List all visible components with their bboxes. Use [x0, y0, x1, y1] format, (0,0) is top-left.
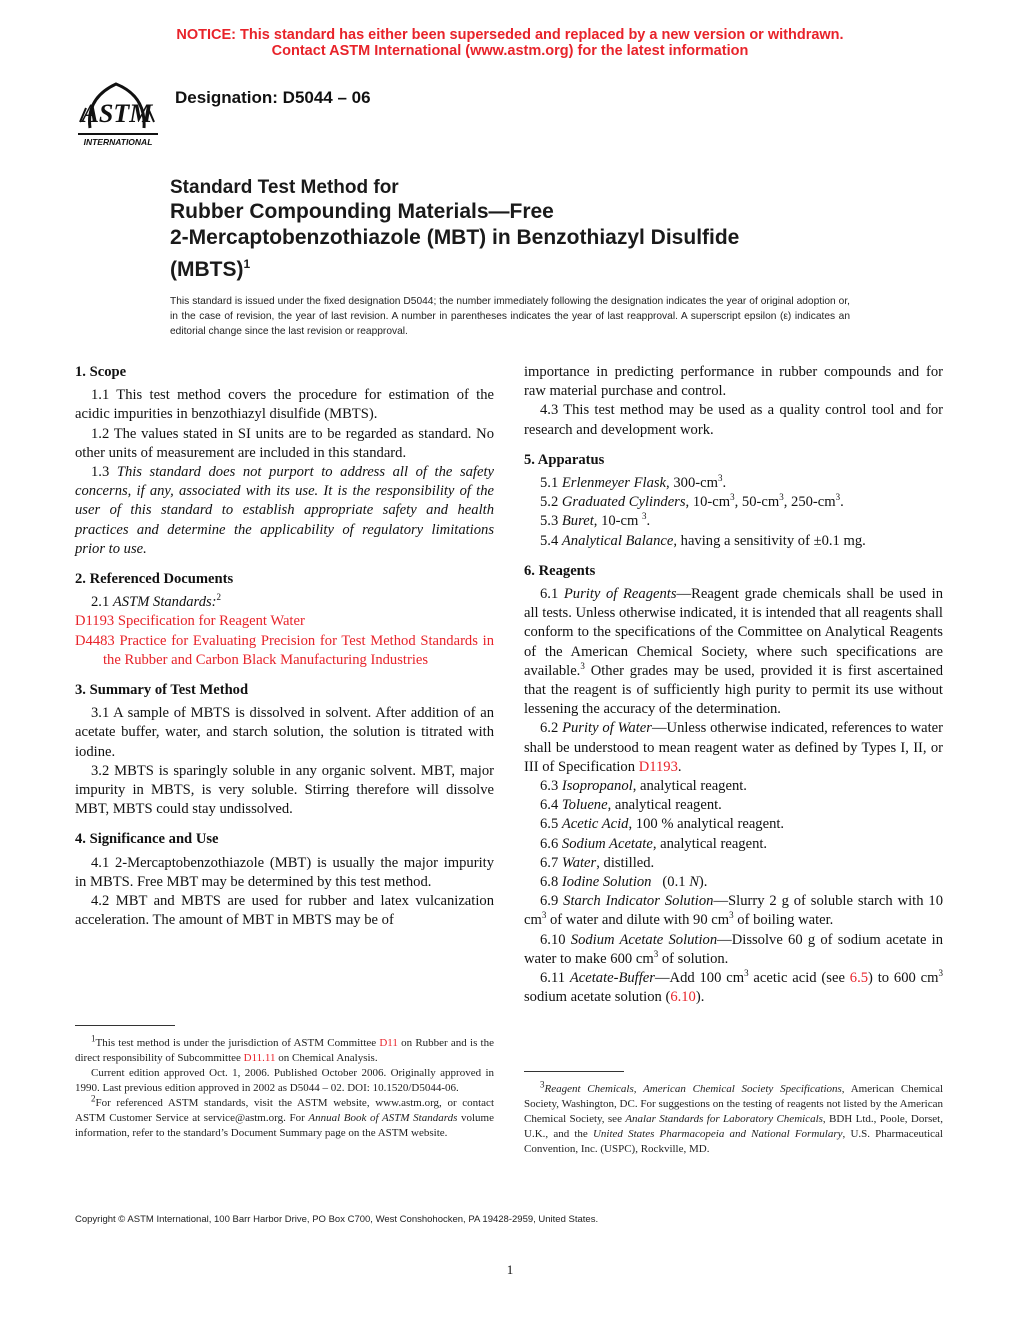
- footnote-2-text-b: volume information, refer to the standard’s Document Summary page on the ASTM website.: [75, 1112, 494, 1139]
- para-6-4-rest: , analytical reagent.: [607, 797, 722, 814]
- para-5-2-name: Graduated Cylinders: [561, 494, 686, 511]
- ref-d1193: [75, 612, 494, 631]
- para-6-3-rest: , analytical reagent.: [632, 778, 747, 795]
- para-5-3-rest: , 10-cm: [593, 513, 643, 530]
- para-6-7-name: Water: [561, 854, 597, 871]
- para-5-4-num: 5.4: [540, 532, 562, 549]
- para-6-10-name: Sodium Acetate Solution: [570, 931, 718, 948]
- page-number: 1: [506, 1262, 514, 1277]
- para-6-10-num: 6.10: [540, 931, 571, 948]
- para-6-9-text2: of water and dilute with 90 cm: [546, 912, 730, 929]
- para-5-1-num: 5.1: [540, 475, 562, 492]
- section-heading-refdocs: 2. Referenced Documents: [75, 571, 234, 588]
- para-3-2: 3.2 MBTS is sparingly soluble in any organic solvent. MBT, major impurity in MBTS, is very soluble. Stirring therefore will dissolve MBT, MBTS could stay undissolved.: [75, 762, 494, 818]
- para-6-10: [524, 931, 943, 969]
- footnote-divider-right: [524, 1071, 624, 1072]
- para-1-1: 1.1 This test method covers the procedure for estimation of the acidic impurities in benzothiazyl disulfide (MBTS).: [75, 387, 494, 423]
- footnote-3: [524, 1079, 944, 1157]
- para-6-1: [524, 585, 943, 719]
- footnote-2-mark: 2: [91, 1093, 96, 1104]
- cube-sup: 3: [642, 511, 647, 522]
- logo-subtitle: INTERNATIONAL: [83, 137, 153, 147]
- para-6-11-num: 6.11: [540, 970, 570, 987]
- footnote-3-title-1: Reagent Chemicals, American Chemical Society Specifications: [544, 1083, 842, 1095]
- title-line-4-text: (MBTS): [170, 258, 244, 281]
- para-5-3-num: 5.3: [540, 513, 562, 530]
- footnote-1-text-b: on Rubber and is the direct responsibility of Subcommittee: [75, 1037, 494, 1064]
- title-footnote-mark: 1: [243, 257, 251, 271]
- section-heading-scope: 1. Scope: [75, 364, 127, 380]
- para-1-3-num: 1.3: [91, 464, 117, 481]
- footnote-1-edition: Current edition approved Oct. 1, 2006. Published October 2006. Originally approved in 1990. Last previous edition approved in 2002 as D5044 – 02. DOI: 10.1520/D5044-06.: [75, 1067, 494, 1094]
- para-6-2: [524, 719, 943, 777]
- footnote-1-text-c: on Chemical Analysis.: [275, 1052, 378, 1064]
- para-1-3: [75, 463, 494, 559]
- issuance-statement: This standard is issued under the fixed designation D5044; the number immediately following the designation indicates the year of original adoption or, in the case of revision, the year of last revision. A number in parentheses indicates the year of last reapproval. A superscript epsilon (ε) indicates an editorial change since the last revision or reapproval.: [170, 296, 850, 337]
- para-6-5-rest: , 100 % analytical reagent.: [628, 816, 785, 833]
- para-6-11-name: Acetate-Buffer: [569, 970, 655, 987]
- cube-sup: 3: [730, 492, 735, 503]
- para-5-1-rest: , 300-cm: [666, 475, 718, 492]
- footnote-3-text-b: , BDH Ltd., Poole, Dorset, U.K., and the: [524, 1113, 943, 1140]
- para-5-1-name: Erlenmeyer Flask: [561, 475, 667, 492]
- para-6-8-rest: (0.1: [651, 874, 690, 891]
- subcommittee-d11-11-link[interactable]: D11.11: [243, 1052, 276, 1064]
- para-2-1: [75, 593, 494, 612]
- notice-line-1: NOTICE: This standard has either been superseded and replaced by a new version or withdrawn.: [176, 27, 844, 43]
- para-6-2-end: .: [677, 758, 682, 775]
- right-column: [524, 363, 943, 1008]
- ref-d1193-link[interactable]: D1193: [75, 613, 115, 630]
- para-6-1-name: Purity of Reagents: [563, 586, 677, 603]
- footnote-2-text-a: For referenced ASTM standards, visit the ASTM website, www.astm.org, or contact ASTM Customer Service at service@astm.org. For: [75, 1097, 494, 1124]
- para-6-8: [524, 873, 943, 892]
- para-6-9-num: 6.9: [540, 893, 564, 910]
- para-6-2-name: Purity of Water: [562, 720, 652, 737]
- astm-logo: [76, 78, 160, 150]
- para-6-10-text: —Dissolve 60 g of sodium acetate in water to make 600 cm: [524, 931, 944, 967]
- para-5-2-rest2: , 50-cm: [734, 494, 780, 511]
- footnote-1: [75, 1033, 494, 1066]
- footnote-2-book-title: Annual Book of ASTM Standards: [308, 1112, 458, 1124]
- para-6-11-text3: ) to 600 cm: [868, 970, 939, 987]
- cube-sup: 3: [938, 968, 943, 979]
- footnote-2: [75, 1093, 494, 1141]
- para-6-1-text: —Reagent grade chemicals shall be used in all tests. Unless otherwise indicated, it is intended that all reagents shall conform to the specifications of the Committee on Analytical Reagents of the American Chemical Society, where such specifications are available.: [524, 586, 943, 679]
- para-6-1-num: 6.1: [540, 586, 564, 603]
- footnote-divider-left: [75, 1025, 175, 1026]
- title-line-4: [170, 251, 930, 283]
- para-6-5: [524, 815, 943, 834]
- para-5-3-name: Buret: [561, 513, 594, 530]
- para-6-11: [524, 969, 943, 1007]
- para-6-9: [524, 892, 943, 930]
- para-6-7-rest: , distilled.: [596, 854, 655, 871]
- para-6-9-text: —Slurry 2 g of soluble starch with 10 cm: [524, 893, 943, 929]
- para-6-4: [524, 796, 943, 815]
- para-6-1-text2: Other grades may be used, provided it is first ascertained that the reagent is of sufficiently high purity to permit its use without lessening the accuracy of the determination.: [524, 662, 943, 718]
- cube-sup: 3: [717, 473, 723, 484]
- cube-sup: 3: [779, 492, 784, 503]
- para-3-1: 3.1 A sample of MBTS is dissolved in solvent. After addition of an acetate buffer, water, and starch solution, the solution is titrated with iodine.: [75, 705, 494, 760]
- designation: Designation: D5044 – 06: [175, 88, 371, 107]
- para-4-3: 4.3 This test method may be used as a quality control tool and for research and development work.: [524, 402, 943, 438]
- ref-d4483: [75, 632, 494, 670]
- footnote-1-mark: 1: [91, 1033, 96, 1044]
- cube-sup: 3: [653, 949, 659, 960]
- ref-d4483-title[interactable]: Practice for Evaluating Precision for Test Method Standards in the Rubber and Carbon Black Manufacturing Industries: [103, 632, 494, 668]
- footnotes-right: [524, 1079, 944, 1157]
- para-6-8-normality: N: [689, 874, 699, 891]
- para-6-10-text2: of solution.: [658, 950, 729, 967]
- para-2-1-num: 2.1: [91, 594, 113, 611]
- footnote-3-title-3: United States Pharmacopeia and National Formulary: [592, 1128, 843, 1140]
- ref-6-10-link[interactable]: 6.10: [670, 989, 696, 1006]
- para-6-11-text5: ).: [695, 989, 705, 1006]
- withdrawal-notice: [0, 27, 1020, 59]
- para-6-3: [524, 777, 943, 796]
- title-line-1: Standard Test Method for: [170, 177, 399, 198]
- ref-d1193-title[interactable]: Specification for Reagent Water: [117, 613, 305, 630]
- para-5-4-rest: , having a sensitivity of ±0.1 mg.: [673, 532, 866, 549]
- para-5-1: 5.1 Erlenmeyer Flask, $300-cm^3$.: [540, 473, 727, 492]
- para-6-11-text: —Add 100 cm: [654, 970, 745, 987]
- section-heading-significance: 4. Significance and Use: [75, 831, 219, 848]
- title-line-3: 2-Mercaptobenzothiazole (MBT) in Benzothiazyl Disulfide: [170, 226, 740, 249]
- para-6-5-num: 6.5: [540, 816, 562, 833]
- cube-sup: 3: [835, 492, 841, 503]
- para-2-1-text: ASTM Standards:: [112, 594, 217, 611]
- copyright-line: Copyright © ASTM International, 100 Barr Harbor Drive, PO Box C700, West Conshohocken, PA 19428-2959, United States.: [75, 1214, 599, 1225]
- para-6-8-name: Iodine Solution: [561, 874, 652, 891]
- para-6-6-num: 6.6: [540, 835, 562, 852]
- cube-sup: 3: [729, 910, 734, 921]
- para-6-4-num: 6.4: [540, 797, 562, 814]
- para-6-6: [524, 835, 943, 854]
- footnote-1-text-a: This test method is under the jurisdiction of ASTM Committee: [95, 1037, 380, 1049]
- para-6-2-num: 6.2: [540, 720, 563, 737]
- footnote-3-text-c: , U.S. Pharmaceutical Convention, Inc. (USPC), Rockville, MD.: [524, 1128, 943, 1155]
- notice-line-2: Contact ASTM International (www.astm.org) for the latest information: [271, 43, 749, 59]
- ref-6-5-link[interactable]: 6.5: [849, 970, 869, 987]
- para-1-2: 1.2 The values stated in SI units are to be regarded as standard. No other units of measurement are included in this standard.: [75, 425, 494, 461]
- ref-d4483-link[interactable]: D4483: [75, 632, 115, 649]
- para-5-2: 5.2 Graduated Cylinders, $10-cm^3$, $50-cm^3$, $250-cm^3$.: [540, 492, 844, 511]
- para-4-1: 4.1 2-Mercaptobenzothiazole (MBT) is usually the major impurity in MBTS. Free MBT may be determined by this test method.: [75, 854, 494, 890]
- para-6-7: [524, 854, 943, 873]
- para-5-4-name: Analytical Balance: [561, 532, 674, 549]
- footnote-ref-2: 2: [216, 592, 222, 603]
- para-4-2: 4.2 MBT and MBTS are used for rubber and latex vulcanization acceleration. The amount of MBT in MBTS may be of: [75, 893, 494, 929]
- para-6-3-num: 6.3: [540, 778, 562, 795]
- para-6-11-text4: sodium acetate solution (: [524, 989, 671, 1006]
- para-5-2-rest3: , 250-cm: [783, 494, 836, 511]
- para-6-6-name: Sodium Acetate: [561, 835, 653, 852]
- para-6-5-name: Acetic Acid: [561, 816, 629, 833]
- para-5-2-num: 5.2: [540, 494, 562, 511]
- section-heading-apparatus: 5. Apparatus: [524, 451, 605, 468]
- footnote-3-mark: 3: [540, 1079, 545, 1090]
- astm-logo-mark: [76, 78, 160, 150]
- para-6-3-name: Isopropanol: [561, 778, 633, 795]
- cube-sup: 3: [744, 968, 749, 979]
- para-6-9-name: Starch Indicator Solution: [563, 893, 714, 910]
- para-6-9-text3: of boiling water.: [733, 912, 834, 929]
- section-heading-summary: 3. Summary of Test Method: [75, 682, 249, 699]
- committee-d11-link[interactable]: D11: [379, 1037, 398, 1049]
- footnote-ref-3: 3: [580, 660, 585, 671]
- para-4-2-tail: importance in predicting performance in rubber compounds and for raw material purchase and control.: [524, 364, 943, 400]
- para-6-7-num: 6.7: [540, 854, 562, 871]
- para-5-2-rest: , 10-cm: [685, 494, 731, 511]
- document-title: [170, 176, 930, 283]
- para-1-3-text: This standard does not purport to address all of the safety concerns, if any, associated with its use. It is the responsibility of the user of this standard to establish appropriate safety and health practices and determine the applicability of regulatory limitations prior to use.: [75, 464, 494, 557]
- section-heading-reagents: 6. Reagents: [524, 562, 596, 579]
- title-line-2: Rubber Compounding Materials—Free: [170, 200, 554, 223]
- para-6-8-end: ).: [698, 874, 708, 891]
- cube-sup: 3: [541, 910, 547, 921]
- footnote-3-title-2: Analar Standards for Laboratory Chemicals: [625, 1113, 823, 1125]
- para-5-4: [524, 532, 943, 551]
- para-6-11-text2: acetic acid (see: [748, 970, 850, 987]
- para-5-3: 5.3 Buret, 10-cm $^3$.: [540, 511, 651, 530]
- para-6-2-text: —Unless otherwise indicated, references to water shall be understood to mean reagent water as defined by Types I, II, or III of Specification: [524, 720, 944, 775]
- footnotes-left: [75, 1033, 494, 1141]
- para-4-2-continued: [524, 363, 943, 401]
- para-6-4-name: Toluene: [561, 797, 608, 814]
- left-column: [75, 363, 494, 930]
- para-6-6-rest: , analytical reagent.: [652, 835, 768, 852]
- para-6-8-num: 6.8: [540, 874, 562, 891]
- footnote-3-text-a: , American Chemical Society, Washington, DC. For suggestions on the testing of reagents not listed by the American Chemical Society, see: [524, 1083, 944, 1125]
- logo-wordmark: ASTM: [81, 99, 153, 128]
- ref-d1193-inline-link[interactable]: D1193: [638, 758, 678, 775]
